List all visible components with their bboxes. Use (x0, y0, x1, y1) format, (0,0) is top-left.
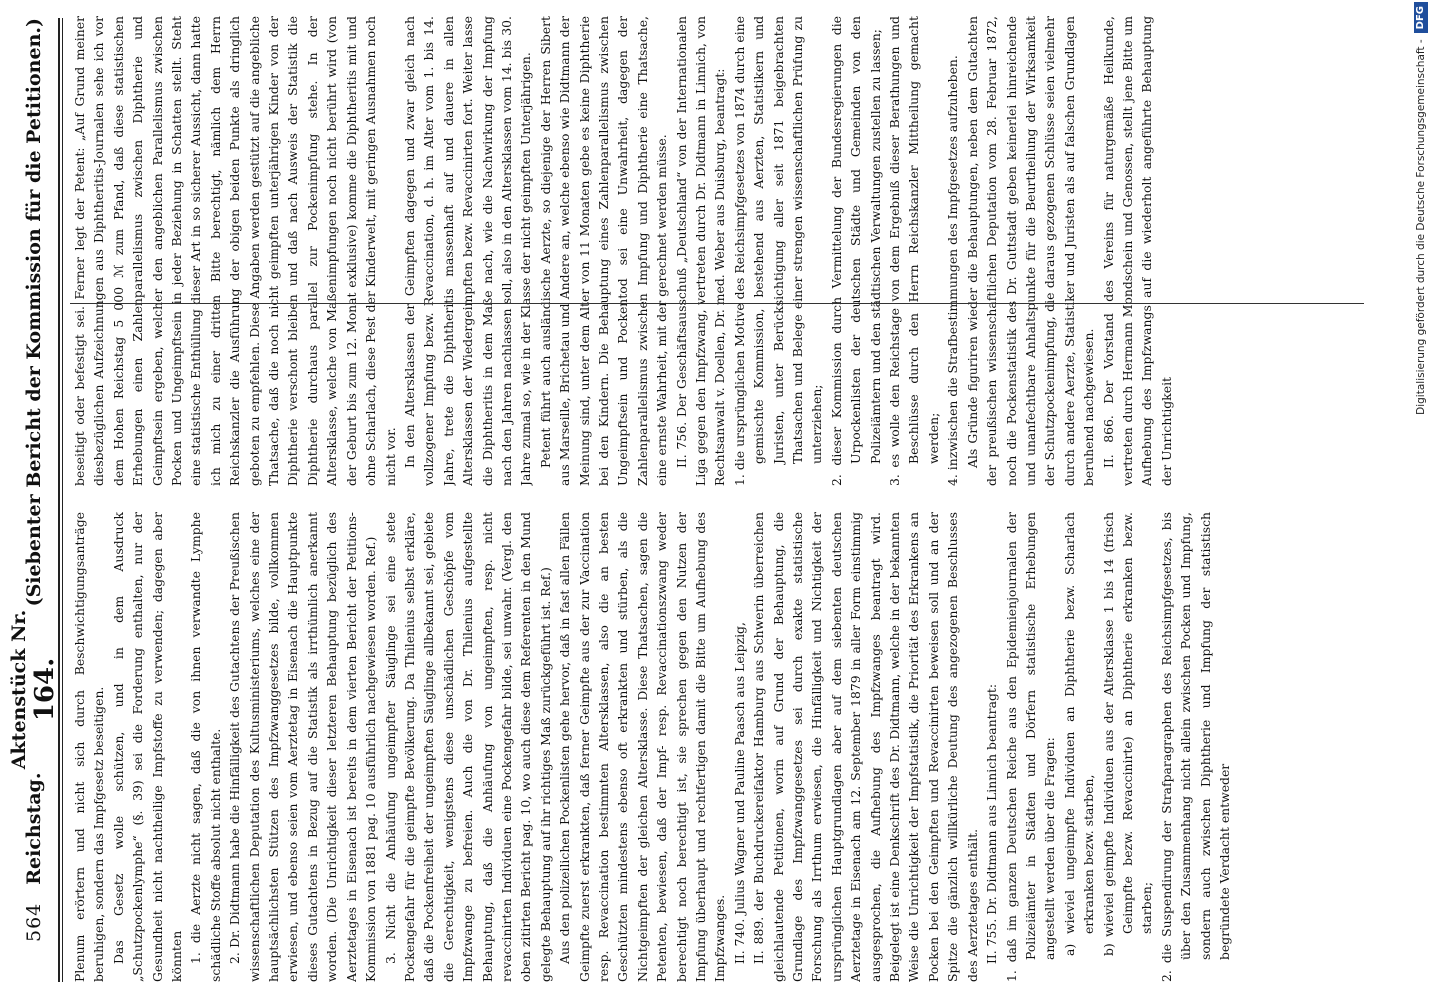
sub-list-item: b) wieviel geimpfte Individuen aus der Altersklasse 1 bis 14 (frisch Geimpfte bezw. Revaccinirte) an Diphtherie erkranken bezw. starben; (1100, 512, 1155, 956)
petition-entry: II. 889. der Buchdruckereifaktor Hamburg aus Schwerin überreichen gleichlautende Petitionen, worin auf Grund der Behauptung, die Grundlage des Impfzwanggesetzes sei durch exakte statistische Forschung als Irrthum erwiesen, die Hinfälligkeit und Nichtigkeit der ursprünglichen Hauptgrundlagen aber auf dem siebenten deutschen Aerztetage in Eisenach am 12. September 1879 in aller Form einstimmig ausgesprochen, die Aufhebung des Impfzwanges beantragt wird. Beigelegt ist eine Denkschrift des Dr. Didtmann, welche in der bekannten Weise die Unrichtigkeit der Impfstatistik, die Priorität des Erkrankens an Pocken bei den Geimpften und Revaccinirten beweisen soll und an der Spitze die gänzlich willkürliche Deutung des angezogenen Beschlusses des Aerztetages enthält. (751, 512, 980, 982)
header-rule (58, 18, 60, 982)
numbered-paragraph: 1. die Aerzte nicht sagen, daß die von ihnen verwandte Lymphe schädliche Stoffe absolut nicht enthalte. (188, 512, 223, 982)
paragraph: beseitigt oder befestigt sei. Ferner legt der Petent: „Auf Grund meiner diesbezüglichen Aufzeichnungen aus Diphtheritis-Journalen sehe ich vor dem Hohen Reichstag 5 000 ℳ zum Pfand, daß diese statistischen Erhebungen einen Zahlenparallelismus zwischen Diphtherie und Geimpftsein ergeben, welcher den angeblichen Parallelismus zwischen Pocken und Ungeimpftsein in jeder Beziehung in Schatten stellt. Steht eine statistische Enthüllung dieser Art in so sicherer Aussicht, dann hatte ich mich zu einer dritten Bitte berechtigt, nämlich dem Herrn Reichskanzler die Ausführung der obigen beiden Punkte als dringlich geboten zu empfehlen. Diese Angaben werden gestützt auf die angebliche Thatsache, daß die noch nicht geimpften unterjährigen Kinder von der Diphtherie verschont bleiben und daß nach Ausweis der Statistik die Diphtherie durchaus parallel zur Pockenimpfung stehe. In der Altersklasse, welche von Maßenimpfungen noch nicht berührt wird (von der Geburt bis zum 12. Monat exklusive) komme die Diphtheritis mit und ohne Scharlach, diese Pest der Kinderwelt, mit geringen Ausnahmen noch nicht vor. (72, 16, 398, 486)
numbered-paragraph: 2. Dr. Didtmann habe die Hinfälligkeit des Gutachtens der Preußischen wissenschaftlichen Deputation des Kultusministeriums, welches eine der hauptsächlichsten Stützen des Impfzwanggesetzes bilde, vollkommen erwiesen, und ebenso seien vom Aerztetag in Eisenach die Hauptpunkte dieses Gutachtens in Bezug auf die Statistik als irrthümlich anerkannt worden. (Die Unrichtigkeit dieser letzteren Behauptung bezüglich des Aerztetages in Eisenach ist bereits in dem vierten Bericht der Petitions-Kommission von 1881 pag. 10 ausführlich nachgewiesen worden. Ref.) (227, 512, 379, 982)
numbered-paragraph: 3. Nicht die Anhäufung ungeimpfter Säuglinge sei eine stete Pockengefahr für die geimpfte Bevölkerung. Da Thilenius selbst erkläre, daß die Pockenfreiheit der ungeimpften Säuglinge allbekannt sei, gebiete die Gerechtigkeit, wenigstens diese unschädlichen Geschöpfe vom Impfzwange zu befreien. Auch die von Dr. Thilenius aufgestellte Behauptung, daß die Anhäufung von ungeimpften, resp. nicht revaccinirten Individuen eine Pockengefahr bilde, sei unwahr. (Vergl. den oben zitirten Bericht pag. 10, wo auch diese dem Referenten in den Mund gelegte Behauptung auf ihr richtiges Maß zurückgeführt ist. Ref.) (382, 512, 553, 982)
paragraph: Petent führt auch ausländische Aerzte, so diejenige der Herren Sibert aus Marseille, Brichetau und Andere an, welche ebenso wie Didtmann der Meinung sind, unter dem Alter von 11 Monaten gebe es keine Diphtherie bei den Kindern. Die Behauptung eines Zahlenparallelismus zwischen Ungeimpftsein und Pockentod sei eine Unwahrheit, dagegen der Zahlenparallelismus zwischen Impfung und Diphtherie eine Thatsache, eine ernste Wahrheit, mit der gerechnet werden müsse. (537, 16, 670, 486)
paragraph: Plenum erörtern und nicht sich durch Beschwichtigungsanträge beruhigen, sondern das Impfgesetz beseitigen. (72, 512, 107, 982)
list-item: 3. es wolle den Reichstage von dem Ergebniß dieser Berathungen und Beschlüsse durch den Herrn Reichskanzler Mittheilung gemacht werden; (887, 16, 941, 486)
text-columns (70, 16, 1364, 982)
right-column (70, 16, 1364, 486)
list-item: 2. dieser Kommission durch Vermittelung der Bundesregierungen die Urpockenlisten der deutschen Städte und Gemeinden von den Polizeiämtern und den städtischen Verwaltungen zustellen zu lassen; (828, 16, 883, 486)
petition-entry: II. 756. Der Geschäftsausschuß „Deutschland“ von der Internationalen Liga gegen den Impfzwang, vertreten durch Dr. Didtmann in Linnich, von Rechtsanwalt v. Doellen, Dr. med. Weber aus Duisburg, beantragt: (673, 16, 728, 486)
page-number: 564 (23, 902, 45, 942)
left-column (70, 512, 1364, 982)
petition-entry: II. 866. Der Vorstand des Vereins für naturgemäße Heilkunde, vertreten durch Hermann Mondschein und Genossen, stellt jene Bitte um Aufhebung des Impfzwangs auf die wiederholt angeführte Behauptung der Unrichtigkeit (1100, 16, 1174, 486)
digitization-credit (1414, 2, 1428, 998)
petition-entry: II. 740. Julius Wagner und Pauline Paasch aus Leipzig, (731, 622, 747, 964)
header-rule-thin (62, 18, 63, 982)
header-document-number: 164. (30, 657, 60, 722)
petition-entry: II. 755. Dr. Didtmann aus Linnich beantragt: (984, 683, 1000, 964)
paragraph: Als Gründe figuriren wieder die Behauptungen, neben dem Gutachten der preußischen wissenschaftlichen Deputation vom 28. Februar 1872, noch die Pockenstatistik des Dr. Guttstadt geben keinerlei hinreichende und unanfechtbare Anhaltspunkte für die Beurtheilung der Wirksamkeit der Schutzpockenimpfung, die daraus gezogenen Schlüsse seien vielmehr durch andere Aerzte, Statistiker und Juristen als auf falschen Grundlagen beruhend nachgewiesen. (964, 16, 1097, 486)
credit-text: Digitalisierung gefördert durch die Deutsche Forschungsgemeinschaft - (1415, 39, 1427, 415)
list-item: 4. inzwischen die Strafbestimmungen des Impfgesetzes aufzuheben. (945, 55, 961, 486)
sub-list-item: a) wieviel ungeimpfte Individuen an Diphtherie bezw. Scharlach erkranken bezw. starben, (1061, 512, 1097, 956)
list-item: 2. die Suspendirung der Strafparagraphen des Reichsimpfgesetzes, bis über den Zusammenhang nicht allein zwischen Pocken und Impfung, sondern auch zwischen Diphtherie und Impfung der statistisch begründete Verdacht entweder (1158, 512, 1232, 982)
paragraph: In den Altersklassen der Geimpften dagegen und zwar gleich nach vollzogener Impfung bezw. Revaccination, d. h. im Alter vom 1. bis 14. Jahre, trete die Diphtheritis massenhaft auf und dauere in allen Altersklassen der Wiedergeimpften bezw. Revaccinirten fort. Weiter lasse die Diphtheritis in dem Maße nach, wie die Nachwirkung der Impfung nach den Jahren nachlassen soll, also in den Altersklassen vom 14. bis 30. Jahre zumal so, wie in der Klasse der nicht geimpften Unterjährigen. (401, 16, 534, 486)
header-center-prefix: Aktenstück Nr. (8, 609, 30, 770)
column-divider (70, 303, 1364, 304)
list-item: 1. die ursprünglichen Motive des Reichsimpfgesetzes von 1874 durch eine gemischte Kommission, bestehend aus Aerzten, Statistikern und Juristen, unter Berücksichtigung aller seit 1871 beigebrachten Thatsachen und Belege einer strengen wissenschaftlichen Prüfung zu unterziehen; (731, 16, 825, 486)
page-header (8, 18, 60, 942)
header-right-title: (Siebenter Bericht der Kommission für die Petitionen.) (23, 18, 45, 607)
header-left-title: Reichstag. (23, 772, 45, 885)
header-document-title (8, 606, 60, 772)
paragraph: Aus den polizeilichen Pockenlisten gehe hervor, daß in fast allen Fällen Geimpfte zuerst erkrankten, daß ferner Geimpfte aus der zur Vaccination resp. Revaccination bestimmten Altersklassen, also die an besten Geschützten mindestens ebenso oft erkrankten und stürben, als die Nichtgeimpften der gleichen Altersklasse. Diese Thatsachen, sagen die Petenten, bewiesen, daß der Impf- resp. Revaccinationszwang weder berechtigt noch berechtigt ist, sie sprechen gegen den Nutzen der Impfung überhaupt und rechtfertigen damit die Bitte um Aufhebung des Impfzwanges. (557, 512, 728, 982)
list-item: 1. daß im ganzen Deutschen Reiche aus den Epidemienjournalen der Polizeiämter in Städten und Dörfern statistische Erhebungen angestellt werden über die Fragen: (1003, 512, 1058, 982)
dfg-logo: DFG (1414, 2, 1428, 33)
paragraph: Das Gesetz wolle schützen, und in dem Ausdruck „Schutzpockenlymphe“ (§. 39) sei die Forderung enthalten, nur der Gesundheit nicht nachtheilige Impfstoffe zu verwenden; dagegen aber könnten (110, 512, 185, 982)
